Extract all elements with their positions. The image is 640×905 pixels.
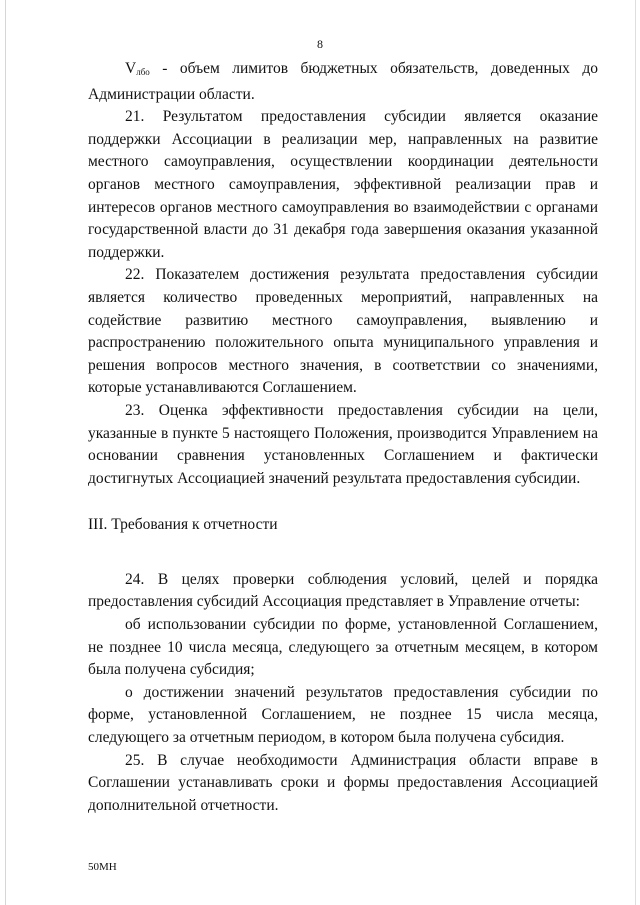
section-heading: III. Требования к отчетности: [88, 516, 278, 534]
paragraph-22: 22. Показателем достижения результата предоставления субсидии является количество проведенных мероприятий, направленных на содействие развитию местного самоуправления, выявлению и распространению положительного опыта муниципального управления и решения вопросов местного значения, в соответствии со значениями, которые устанавливаются Соглашением.: [88, 266, 598, 397]
page-number: 8: [317, 37, 323, 51]
paragraph-24-item-2: о достижении значений результатов предоставления субсидии по форме, установленной Соглашением, не позднее 15 числа месяца, следующего за отчетным периодом, в котором была получена субсидия.: [88, 683, 598, 747]
document-body: [88, 58, 598, 817]
paragraph-23: 23. Оценка эффективности предоставления субсидии на цели, указанные в пункте 5 настоящего Положения, производится Управлением на основании сравнения установленных Соглашением и фактически достигнутых Ассоциацией значений результата предоставления субсидии.: [88, 401, 598, 487]
formula-definition-text: - объем лимитов бюджетных обязательств, доведенных до Администрации области.: [88, 60, 598, 103]
paragraph-21: 21. Результатом предоставления субсидии является оказание поддержки Ассоциации в реализации мер, направленных на развитие местного самоуправления, осуществлении координации деятельности органов местного самоуправления, эффективной реализации прав и интересов органов местного самоуправления во взаимодействии с органами государственной власти до 31 декабря года завершения оказания указанной поддержки.: [88, 108, 598, 261]
paragraph-24-item-1: об использовании субсидии по форме, установленной Соглашением, не позднее 10 числа месяца, следующего за отчетным месяцем, в котором была получена субсидия;: [88, 616, 598, 679]
page-edge-right: [635, 0, 636, 905]
formula-symbol: V: [125, 60, 137, 77]
paragraph-24: 24. В целях проверки соблюдения условий, целей и порядка предоставления субсидий Ассоциация представляет в Управление отчеты:: [88, 570, 598, 611]
page-edge-left: [5, 0, 6, 905]
formula-definition: [88, 58, 598, 106]
formula-subscript: лбо: [136, 67, 150, 77]
paragraph-25: 25. В случае необходимости Администрация области вправе в Соглашении устанавливать сроки и формы предоставления Ассоциацией дополнительной отчетности.: [88, 751, 598, 814]
footer-code: 50МН: [88, 861, 117, 873]
